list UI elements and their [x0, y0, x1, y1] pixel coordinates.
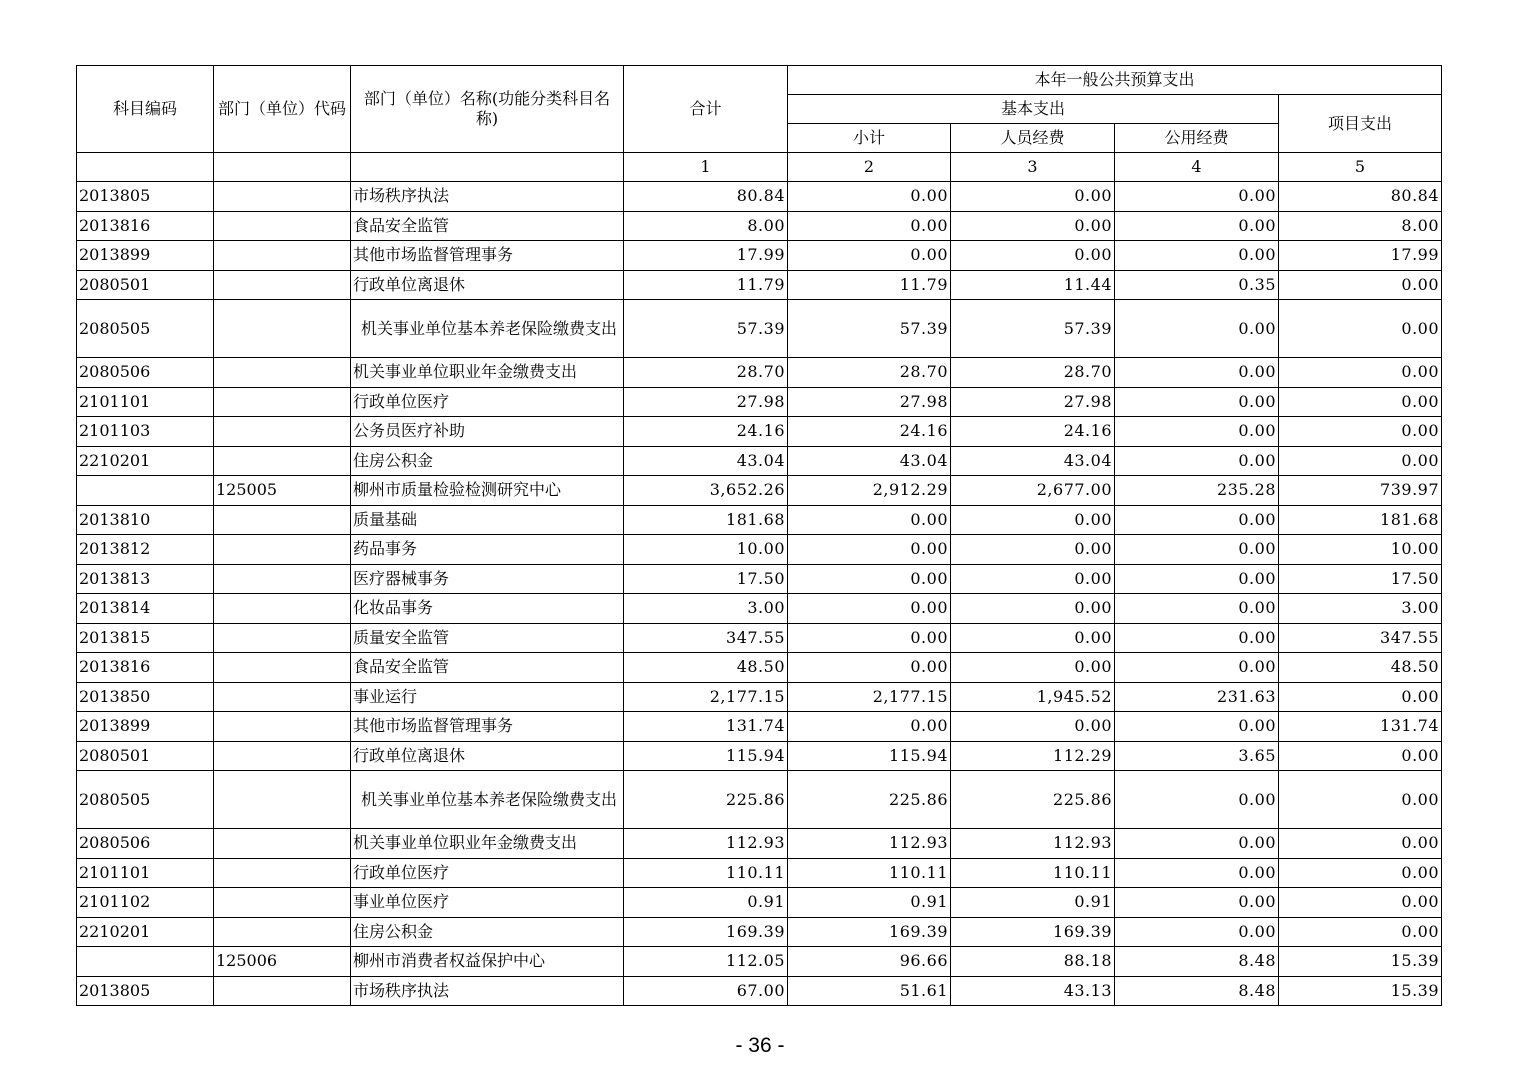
cell-value: 67.00: [624, 976, 788, 1006]
cell-value: 3.00: [624, 594, 788, 624]
table-row: [77, 505, 1442, 535]
cell-name: 行政单位医疗: [351, 858, 624, 888]
cell-value: 0.00: [951, 564, 1115, 594]
cell-code: 2080505: [77, 771, 214, 829]
cell-value: 0.00: [1115, 358, 1279, 388]
cell-code: 2013805: [77, 182, 214, 212]
cell-value: 15.39: [1279, 947, 1442, 977]
cell-value: 0.00: [788, 535, 951, 565]
cell-value: 0.91: [624, 888, 788, 918]
cell-name: 药品事务: [351, 535, 624, 565]
table-row: [77, 712, 1442, 742]
cell-code: 2013850: [77, 682, 214, 712]
cell-value: 0.00: [1279, 682, 1442, 712]
cell-value: 169.39: [788, 917, 951, 947]
cell-dept-code: [214, 682, 351, 712]
cell-value: 57.39: [951, 300, 1115, 358]
header-public: 公用经费: [1115, 124, 1279, 153]
cell-value: 225.86: [788, 771, 951, 829]
cell-value: 43.04: [624, 446, 788, 476]
cell-value: 0.00: [1115, 917, 1279, 947]
cell-value: 112.93: [951, 829, 1115, 859]
table-row: [77, 594, 1442, 624]
table-row: [77, 829, 1442, 859]
cell-value: 0.00: [1115, 653, 1279, 683]
table-row: [77, 947, 1442, 977]
cell-value: 0.00: [1115, 888, 1279, 918]
cell-value: 0.00: [1279, 270, 1442, 300]
table-row: [77, 858, 1442, 888]
cell-value: 88.18: [951, 947, 1115, 977]
page-number: - 36 -: [735, 1034, 785, 1057]
cell-dept-code: [214, 387, 351, 417]
cell-value: 0.00: [1279, 300, 1442, 358]
table-row: [77, 888, 1442, 918]
table-row: [77, 976, 1442, 1006]
cell-value: 28.70: [624, 358, 788, 388]
col-number: 3: [951, 153, 1115, 182]
cell-value: 11.44: [951, 270, 1115, 300]
cell-name: 行政单位离退休: [351, 741, 624, 771]
cell-value: 0.00: [788, 712, 951, 742]
table-row: [77, 741, 1442, 771]
cell-value: 48.50: [624, 653, 788, 683]
cell-value: 112.93: [788, 829, 951, 859]
cell-code: 2080505: [77, 300, 214, 358]
cell-value: 28.70: [788, 358, 951, 388]
cell-value: 8.48: [1115, 976, 1279, 1006]
col-number: 1: [624, 153, 788, 182]
cell-code: 2101101: [77, 858, 214, 888]
cell-code: 2013812: [77, 535, 214, 565]
cell-name: 食品安全监管: [351, 653, 624, 683]
cell-dept-code: [214, 182, 351, 212]
cell-name: 质量基础: [351, 505, 624, 535]
cell-value: 0.91: [951, 888, 1115, 918]
cell-code: 2101101: [77, 387, 214, 417]
cell-value: 10.00: [624, 535, 788, 565]
cell-value: 0.00: [1279, 741, 1442, 771]
cell-value: 0.00: [951, 712, 1115, 742]
header-blank: [351, 153, 624, 182]
cell-code: 2013816: [77, 211, 214, 241]
cell-value: 43.04: [788, 446, 951, 476]
cell-value: 2,177.15: [624, 682, 788, 712]
table-row: [77, 476, 1442, 506]
cell-value: 115.94: [788, 741, 951, 771]
cell-code: 2210201: [77, 917, 214, 947]
cell-value: 57.39: [788, 300, 951, 358]
cell-value: 27.98: [788, 387, 951, 417]
table-row: [77, 535, 1442, 565]
cell-value: 11.79: [624, 270, 788, 300]
table-row: [77, 653, 1442, 683]
cell-code: 2013810: [77, 505, 214, 535]
cell-value: 347.55: [1279, 623, 1442, 653]
cell-value: 0.00: [788, 564, 951, 594]
col-number: 5: [1279, 153, 1442, 182]
cell-value: 225.86: [624, 771, 788, 829]
table-row: [77, 300, 1442, 358]
cell-value: 1,945.52: [951, 682, 1115, 712]
cell-value: 80.84: [1279, 182, 1442, 212]
cell-name: 住房公积金: [351, 446, 624, 476]
header-project: 项目支出: [1279, 95, 1442, 153]
header-dept-code: 部门（单位）代码: [214, 66, 351, 153]
cell-value: 0.00: [1115, 858, 1279, 888]
col-number: 2: [788, 153, 951, 182]
cell-name: 食品安全监管: [351, 211, 624, 241]
cell-value: 0.00: [1115, 564, 1279, 594]
cell-value: 112.29: [951, 741, 1115, 771]
cell-code: 2013813: [77, 564, 214, 594]
table-row: [77, 682, 1442, 712]
cell-value: 0.35: [1115, 270, 1279, 300]
cell-value: 115.94: [624, 741, 788, 771]
cell-value: 0.00: [1115, 771, 1279, 829]
cell-value: 0.00: [1279, 771, 1442, 829]
cell-code: 2013816: [77, 653, 214, 683]
header-dept-name: 部门（单位）名称(功能分类科目名称): [351, 66, 624, 153]
cell-value: 11.79: [788, 270, 951, 300]
cell-value: 181.68: [1279, 505, 1442, 535]
header-total: 合计: [624, 66, 788, 153]
cell-value: 0.00: [1279, 387, 1442, 417]
cell-code: 2101103: [77, 417, 214, 447]
cell-value: 0.00: [788, 211, 951, 241]
cell-value: 3,652.26: [624, 476, 788, 506]
cell-dept-code: 125005: [214, 476, 351, 506]
cell-value: 0.00: [1115, 446, 1279, 476]
cell-value: 0.00: [1115, 182, 1279, 212]
cell-value: 17.50: [624, 564, 788, 594]
cell-value: 0.00: [1115, 211, 1279, 241]
cell-dept-code: [214, 358, 351, 388]
cell-value: 0.00: [951, 241, 1115, 271]
cell-value: 231.63: [1115, 682, 1279, 712]
header-blank: [214, 153, 351, 182]
cell-value: 48.50: [1279, 653, 1442, 683]
cell-value: 0.00: [1279, 829, 1442, 859]
cell-value: 15.39: [1279, 976, 1442, 1006]
cell-value: 0.00: [1115, 505, 1279, 535]
cell-value: 17.99: [1279, 241, 1442, 271]
cell-name: 行政单位离退休: [351, 270, 624, 300]
cell-code: 2013805: [77, 976, 214, 1006]
table-row: [77, 917, 1442, 947]
cell-dept-code: [214, 446, 351, 476]
header-code: 科目编码: [77, 66, 214, 153]
cell-value: 17.99: [624, 241, 788, 271]
table-row: [77, 270, 1442, 300]
cell-dept-code: [214, 417, 351, 447]
cell-name: 化妆品事务: [351, 594, 624, 624]
cell-value: 0.00: [1115, 829, 1279, 859]
cell-value: 169.39: [951, 917, 1115, 947]
cell-value: 225.86: [951, 771, 1115, 829]
cell-value: 24.16: [951, 417, 1115, 447]
header-subtotal: 小计: [788, 124, 951, 153]
cell-value: 235.28: [1115, 476, 1279, 506]
cell-value: 0.00: [951, 182, 1115, 212]
header-blank: [77, 153, 214, 182]
cell-value: 3.65: [1115, 741, 1279, 771]
cell-value: 28.70: [951, 358, 1115, 388]
cell-value: 51.61: [788, 976, 951, 1006]
cell-value: 169.39: [624, 917, 788, 947]
cell-name: 柳州市消费者权益保护中心: [351, 947, 624, 977]
cell-dept-code: [214, 829, 351, 859]
cell-dept-code: [214, 917, 351, 947]
table-row: [77, 446, 1442, 476]
cell-value: 0.00: [788, 241, 951, 271]
cell-value: 0.00: [1279, 446, 1442, 476]
cell-dept-code: [214, 712, 351, 742]
cell-value: 0.00: [788, 653, 951, 683]
cell-value: 57.39: [624, 300, 788, 358]
table-body: [77, 182, 1442, 1006]
cell-value: 43.04: [951, 446, 1115, 476]
cell-value: 3.00: [1279, 594, 1442, 624]
header-personnel: 人员经费: [951, 124, 1115, 153]
cell-value: 0.00: [951, 653, 1115, 683]
cell-dept-code: [214, 653, 351, 683]
cell-dept-code: [214, 594, 351, 624]
cell-value: 96.66: [788, 947, 951, 977]
cell-dept-code: [214, 505, 351, 535]
cell-name: 事业运行: [351, 682, 624, 712]
cell-value: 0.00: [1115, 417, 1279, 447]
cell-code: 2013899: [77, 241, 214, 271]
cell-dept-code: [214, 270, 351, 300]
cell-value: 17.50: [1279, 564, 1442, 594]
cell-name: 市场秩序执法: [351, 182, 624, 212]
cell-value: 131.74: [624, 712, 788, 742]
cell-value: 112.05: [624, 947, 788, 977]
cell-value: 8.48: [1115, 947, 1279, 977]
cell-value: 27.98: [951, 387, 1115, 417]
table-row: [77, 564, 1442, 594]
cell-value: 0.00: [1115, 387, 1279, 417]
cell-value: 0.91: [788, 888, 951, 918]
cell-value: 8.00: [1279, 211, 1442, 241]
cell-value: 0.00: [951, 623, 1115, 653]
cell-value: 80.84: [624, 182, 788, 212]
cell-value: 0.00: [1279, 888, 1442, 918]
cell-name: 行政单位医疗: [351, 387, 624, 417]
col-number: 4: [1115, 153, 1279, 182]
cell-name: 质量安全监管: [351, 623, 624, 653]
cell-name: 其他市场监督管理事务: [351, 712, 624, 742]
cell-dept-code: [214, 976, 351, 1006]
cell-value: 0.00: [1115, 594, 1279, 624]
cell-value: 347.55: [624, 623, 788, 653]
cell-code: 2080506: [77, 829, 214, 859]
table-row: [77, 241, 1442, 271]
cell-value: 739.97: [1279, 476, 1442, 506]
cell-dept-code: [214, 858, 351, 888]
cell-dept-code: [214, 211, 351, 241]
cell-dept-code: [214, 888, 351, 918]
cell-value: 0.00: [1279, 417, 1442, 447]
cell-value: 10.00: [1279, 535, 1442, 565]
cell-value: 8.00: [624, 211, 788, 241]
cell-value: 110.11: [788, 858, 951, 888]
cell-dept-code: [214, 623, 351, 653]
table-row: [77, 387, 1442, 417]
cell-value: 181.68: [624, 505, 788, 535]
cell-value: 0.00: [951, 535, 1115, 565]
cell-code: [77, 947, 214, 977]
cell-value: 0.00: [951, 211, 1115, 241]
cell-name: 公务员医疗补助: [351, 417, 624, 447]
cell-code: 2080506: [77, 358, 214, 388]
cell-name: 事业单位医疗: [351, 888, 624, 918]
cell-name: 机关事业单位基本养老保险缴费支出: [351, 300, 624, 358]
cell-value: 110.11: [624, 858, 788, 888]
cell-value: 0.00: [951, 594, 1115, 624]
cell-value: 0.00: [1279, 858, 1442, 888]
cell-code: 2080501: [77, 741, 214, 771]
header-group: 本年一般公共预算支出: [788, 66, 1442, 95]
cell-value: 112.93: [624, 829, 788, 859]
cell-name: 市场秩序执法: [351, 976, 624, 1006]
table-row: [77, 417, 1442, 447]
budget-expenditure-table: [76, 65, 1442, 1006]
cell-dept-code: [214, 535, 351, 565]
cell-value: 0.00: [1115, 535, 1279, 565]
cell-value: 0.00: [1115, 241, 1279, 271]
cell-dept-code: [214, 741, 351, 771]
cell-name: 机关事业单位基本养老保险缴费支出: [351, 771, 624, 829]
cell-code: 2101102: [77, 888, 214, 918]
cell-code: 2080501: [77, 270, 214, 300]
cell-name: 其他市场监督管理事务: [351, 241, 624, 271]
cell-value: 2,912.29: [788, 476, 951, 506]
cell-value: 0.00: [788, 182, 951, 212]
cell-value: 0.00: [788, 505, 951, 535]
cell-dept-code: [214, 241, 351, 271]
table-row: [77, 771, 1442, 829]
cell-value: 0.00: [1115, 623, 1279, 653]
cell-code: 2013899: [77, 712, 214, 742]
cell-value: 131.74: [1279, 712, 1442, 742]
cell-dept-code: [214, 300, 351, 358]
cell-code: [77, 476, 214, 506]
cell-value: 2,177.15: [788, 682, 951, 712]
cell-name: 住房公积金: [351, 917, 624, 947]
cell-value: 0.00: [1279, 358, 1442, 388]
cell-name: 柳州市质量检验检测研究中心: [351, 476, 624, 506]
table-row: [77, 211, 1442, 241]
cell-value: 24.16: [624, 417, 788, 447]
cell-name: 机关事业单位职业年金缴费支出: [351, 358, 624, 388]
cell-name: 医疗器械事务: [351, 564, 624, 594]
cell-name: 机关事业单位职业年金缴费支出: [351, 829, 624, 859]
cell-value: 0.00: [1279, 917, 1442, 947]
cell-value: 0.00: [788, 594, 951, 624]
cell-code: 2013814: [77, 594, 214, 624]
cell-value: 0.00: [1115, 712, 1279, 742]
table-header: [77, 66, 1442, 182]
cell-dept-code: [214, 564, 351, 594]
cell-value: 0.00: [788, 623, 951, 653]
cell-dept-code: 125006: [214, 947, 351, 977]
cell-code: 2013815: [77, 623, 214, 653]
cell-value: 2,677.00: [951, 476, 1115, 506]
cell-value: 24.16: [788, 417, 951, 447]
cell-dept-code: [214, 771, 351, 829]
header-basic: 基本支出: [788, 95, 1279, 124]
table-row: [77, 358, 1442, 388]
cell-value: 0.00: [951, 505, 1115, 535]
cell-value: 0.00: [1115, 300, 1279, 358]
cell-code: 2210201: [77, 446, 214, 476]
table-row: [77, 623, 1442, 653]
cell-value: 27.98: [624, 387, 788, 417]
table-row: [77, 182, 1442, 212]
cell-value: 43.13: [951, 976, 1115, 1006]
cell-value: 110.11: [951, 858, 1115, 888]
